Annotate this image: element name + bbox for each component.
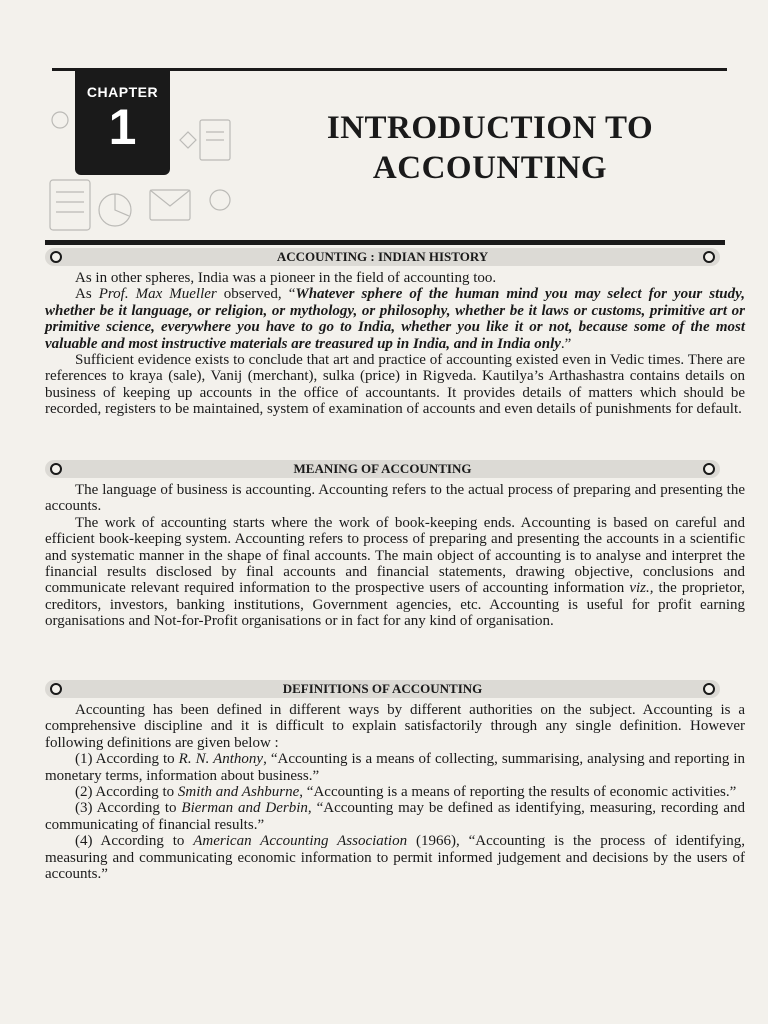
chapter-badge [75,70,170,175]
text-run: (4) According to [75,833,194,850]
paragraph: The language of business is accounting. Accounting refers to the actual process of preparing and presenting the accounts. [45,482,745,515]
text-run-italic: viz., [629,580,654,597]
definition-item [45,784,745,800]
paragraph: Accounting has been defined in different ways by different authorities on the subject. Accounting is a comprehensive discipline and it is difficult to explain satisfactorily through any single definition. However following definitions are given below : [45,702,745,751]
chapter-title-line1: INTRODUCTION TO [326,110,654,146]
chapter-number: 1 [108,99,137,155]
chapter-title-line2: ACCOUNTING [372,150,608,186]
history-body [45,270,745,418]
paragraph [45,515,745,630]
definition-item [45,833,745,882]
text-run: As [75,286,99,303]
definition-item [45,751,745,784]
chapter-label: CHAPTER [86,84,159,100]
author-name: American Accounting Association [193,833,408,850]
section-heading-text: ACCOUNTING : INDIAN HISTORY [276,249,489,264]
text-run: (2) According to [75,784,178,801]
paragraph: Sufficient evidence exists to conclude that art and practice of accounting existed even in Vedic times. There are references to kraya (sale), Vanij (merchant), sulka (price) in Rigveda. Kautilya’s Arthashastra contains details on business of keeping up accounts in the office of accountants. It provides details of matters which should be recorded, registers to be maintained, system of examination of accounts and even details of punishments for default. [45,352,745,418]
text-run: , “Accounting may be defined as identifying, measuring, recording and communicating of financial results.” [45,800,745,833]
text-run: the proprietor, creditors, investors, banking institutions, Government agencies, etc. Accounting is useful for profit earning organisations and Not-for-Profit organisations or in fact for any kind of organisation. [45,580,745,630]
chapter-title [270,108,710,188]
text-run: (3) According to [75,800,182,817]
ring-icon [50,463,62,475]
text-run: (1966), “Accounting is the process of identifying, measuring and communicating economic information to permit informed judgement and decisions by the users of accounts.” [45,833,745,883]
text-run: .” [560,335,572,352]
ring-icon [703,251,715,263]
section-heading-definitions [45,680,720,698]
section-heading-meaning [45,460,720,478]
meaning-body [45,482,745,630]
text-run: (1) According to [75,751,179,768]
text-run: , “Accounting is a means of collecting, summarising, analysing and reporting in monetary terms, information about business.” [45,751,745,784]
ring-icon [703,683,715,695]
ring-icon [50,251,62,263]
quotation: Whatever sphere of the human mind you may select for your study, whether be it language, or religion, or mythology, or philosophy, whether be it laws or customs, primitive art or primitive science, everywhere you have to go to India, whether you like it or not, because some of the most valuable and most instructive materials are treasured up in India, and in India only [45,286,745,352]
definitions-body [45,702,745,882]
ring-icon [50,683,62,695]
section-heading-text: DEFINITIONS OF ACCOUNTING [282,681,483,696]
author-name: Bierman and Derbin [181,800,308,817]
author-name: Smith and Ashburne [177,784,300,801]
definition-item [45,800,745,833]
section-heading-text: MEANING OF ACCOUNTING [293,461,472,476]
text-run: observed, “ [216,286,296,303]
author-name: Prof. Max Mueller [98,286,217,303]
quote-paragraph [45,286,745,352]
text-run: , “Accounting is a means of reporting the results of economic activities.” [299,784,737,801]
section-heading-history [45,248,720,266]
author-name: R. N. Anthony [178,751,264,768]
ring-icon [703,463,715,475]
paragraph: As in other spheres, India was a pioneer in the field of accounting too. [75,270,497,286]
book-page [40,60,745,960]
text-run: The work of accounting starts where the work of book-keeping ends. Accounting is based on careful and efficient book-keeping system. Accounting refers to process of preparing and presenting the accounts in a scientific and systematic manner in the shape of final accounts. The main object of accounting is to analyse and interpret the financial results disclosed by final accounts and financial statements, drawing objective, conclusions and communicate relevant required information to the prospective users of accounting information [45,514,745,597]
title-divider [45,240,725,245]
